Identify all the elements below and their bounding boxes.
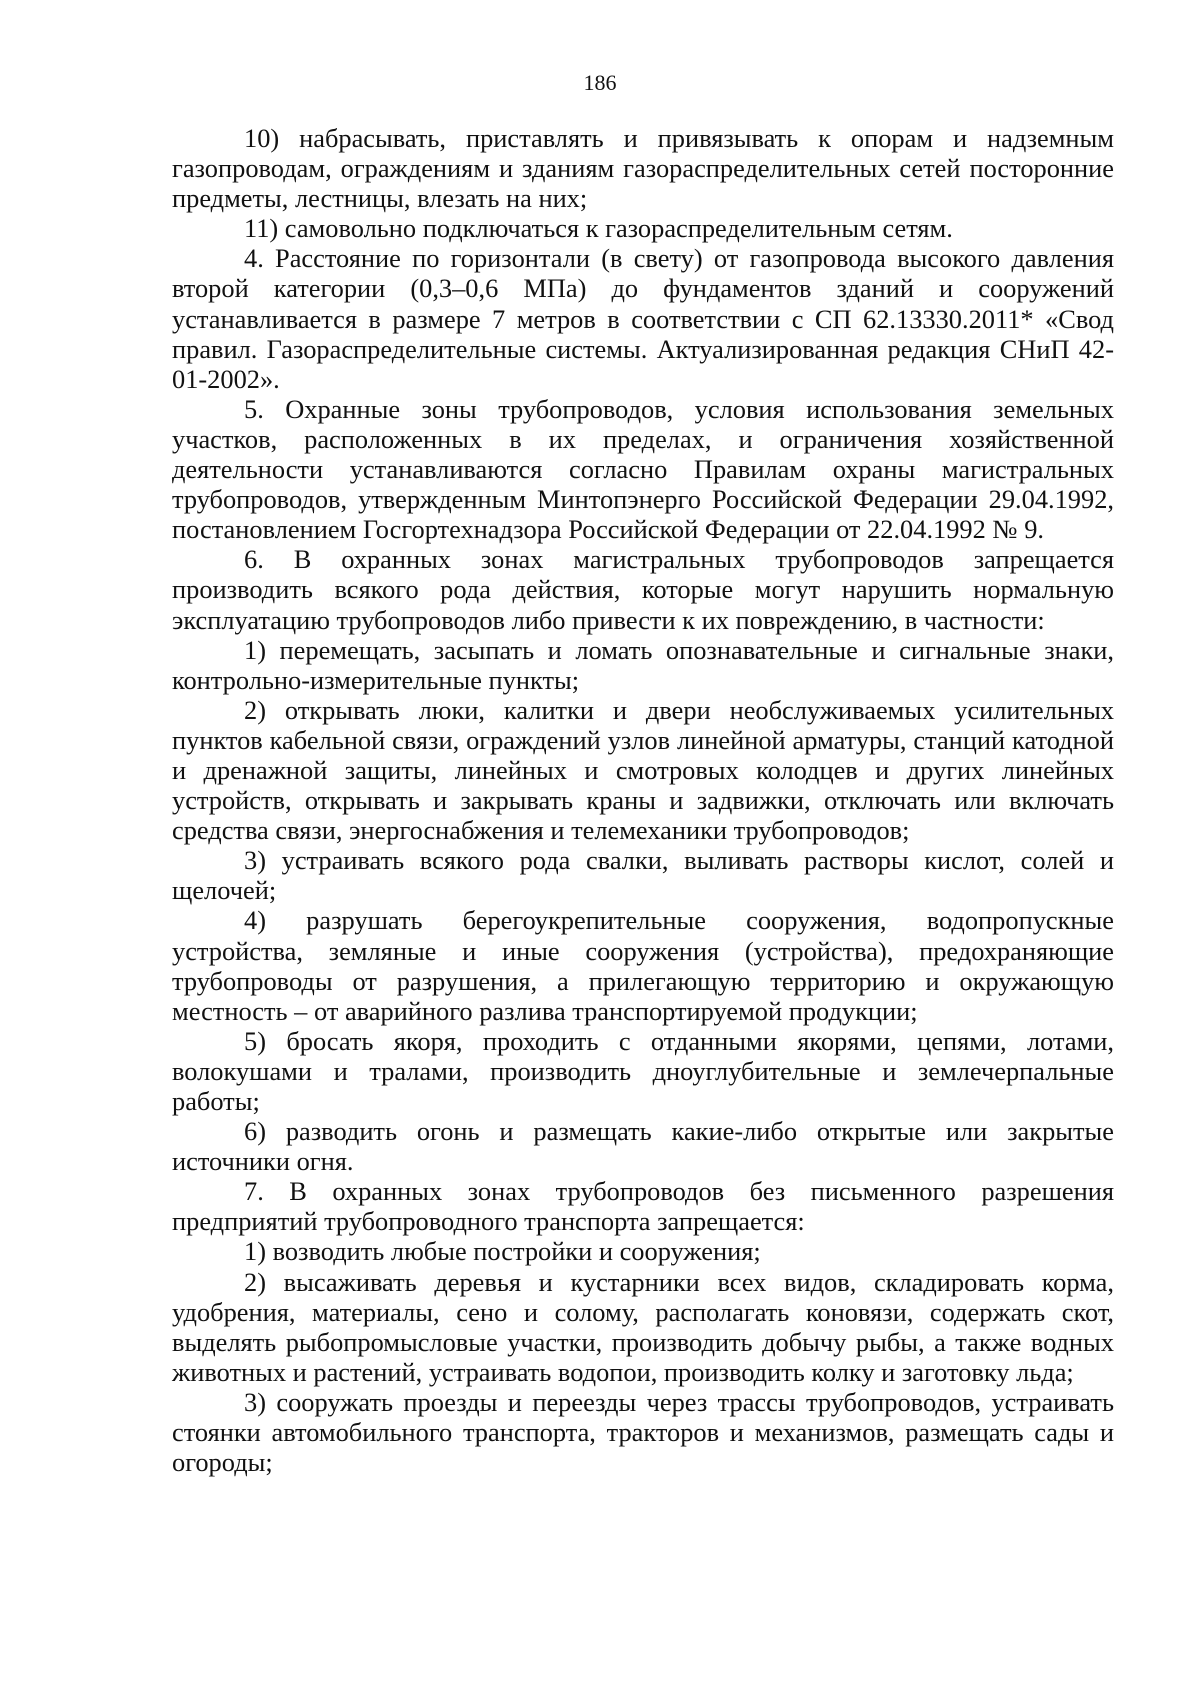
document-body — [172, 123, 1114, 1477]
page-number: 186 — [583, 70, 617, 95]
paragraph-section-5: 5. Охранные зоны трубопроводов, условия использования земельных участков, расположенных в их пределах, и ограничения хозяйственной деятельности устанавливаются согласно Правилам охраны магистральных трубопроводов, утвержденным Минтопэнерго Российской Федерации 29.04.1992, постановлением Госгортехнадзора Российской Федерации от 22.04.1992 № 9. — [172, 393, 1114, 545]
paragraph-section-4: 4. Расстояние по горизонтали (в свету) от газопровода высокого давления второй категории (0,3–0,6 МПа) до фундаментов зданий и сооружений устанавливается в размере 7 метров в соответствии с СП 62.13330.2011* «Свод правил. Газораспределительные системы. Актуализированная редакция СНиП 42-01-2002». — [172, 243, 1114, 394]
paragraph-section-6-item-3: 3) устраивать всякого рода свалки, выливать растворы кислот, солей и щелочей; — [172, 845, 1114, 906]
paragraph-section-6-item-6: 6) разводить огонь и размещать какие-либо открытые или закрытые источники огня. — [172, 1116, 1114, 1177]
paragraph-section-6-item-1: 1) перемещать, засыпать и ломать опознавательные и сигнальные знаки, контрольно-измерительные пункты; — [172, 634, 1114, 695]
paragraph-section-7: 7. В охранных зонах трубопроводов без письменного разрешения предприятий трубопроводного транспорта запрещается: — [172, 1176, 1114, 1237]
paragraph-section-6-item-5: 5) бросать якоря, проходить с отданными якорями, цепями, лотами, волокушами и тралами, производить дноуглубительные и землечерпальные работы; — [172, 1025, 1114, 1116]
paragraph-section-6-item-2: 2) открывать люки, калитки и двери необслуживаемых усилительных пунктов кабельной связи, ограждений узлов линейной арматуры, станций катодной и дренажной защиты, линейных и смотровых колодцев и других линейных устройств, открывать и закрывать краны и задвижки, отключать или включать средства связи, энергоснабжения и телемеханики трубопроводов; — [172, 694, 1114, 846]
paragraph-section-7-item-1: 1) возводить любые постройки и сооружения; — [244, 1236, 761, 1267]
paragraph-item-10: 10) набрасывать, приставлять и привязывать к опорам и надземным газопроводам, ограждениям и зданиям газораспределительных сетей посторонние предметы, лестницы, влезать на них; — [172, 123, 1114, 214]
paragraph-section-7-item-3: 3) сооружать проезды и переезды через трассы трубопроводов, устраивать стоянки автомобильного транспорта, тракторов и механизмов, размещать сады и огороды; — [172, 1386, 1114, 1478]
paragraph-section-6-item-4: 4) разрушать берегоукрепительные сооружения, водопропускные устройства, земляные и иные сооружения (устройства), предохраняющие трубопроводы от разрушения, а прилегающую территорию и окружающую местность – от аварийного разлива транспортируемой продукции; — [172, 905, 1114, 1026]
paragraph-section-6: 6. В охранных зонах магистральных трубопроводов запрещается производить всякого рода действия, которые могут нарушить нормальную эксплуатацию трубопроводов либо привести к их повреждению, в частности: — [172, 544, 1114, 635]
paragraph-item-11: 11) самовольно подключаться к газораспределительным сетям. — [244, 213, 953, 244]
paragraph-section-7-item-2: 2) высаживать деревья и кустарники всех видов, складировать корма, удобрения, материалы, сено и солому, располагать коновязи, содержать скот, выделять рыбопромысловые участки, производить добычу рыбы, а также водных животных и растений, устраивать водопои, производить колку и заготовку льда; — [172, 1266, 1114, 1387]
